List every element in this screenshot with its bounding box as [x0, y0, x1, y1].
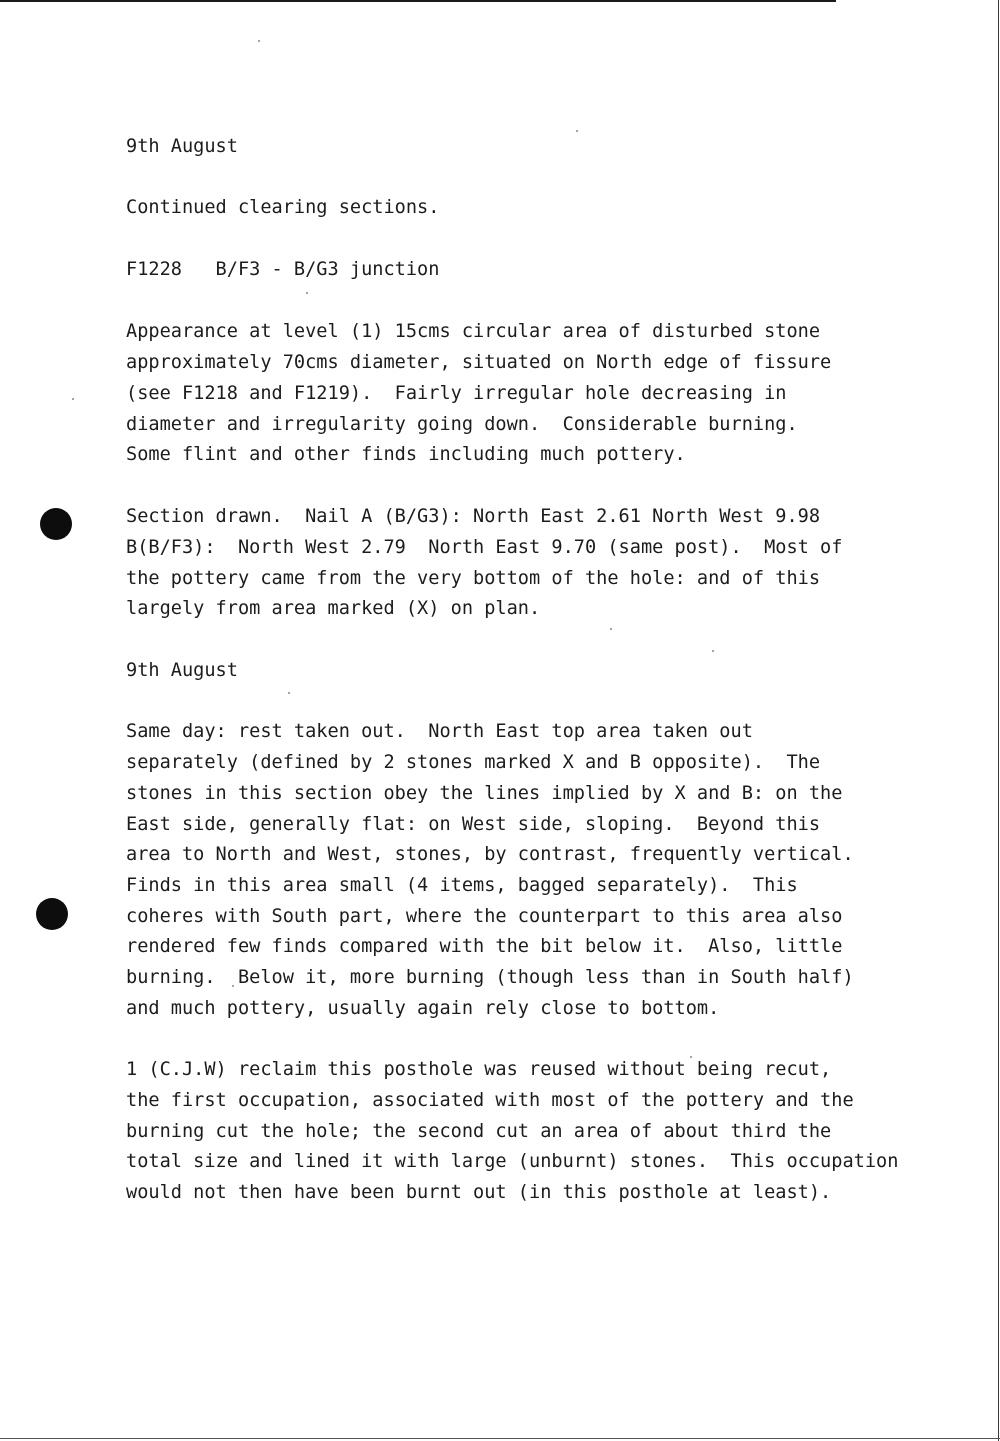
- text-line: rendered few finds compared with the bit below it. Also, little: [126, 936, 843, 957]
- scan-edge-right: [998, 0, 999, 1441]
- text-line: Same day: rest taken out. North East top area taken out: [126, 721, 753, 742]
- text-line: B(B/F3): North West 2.79 North East 9.70 (same post). Most of: [126, 537, 843, 558]
- feature-heading: F1228 B/F3 - B/G3 junction: [126, 259, 440, 280]
- text-line: approximately 70cms diameter, situated on North edge of fissure: [126, 352, 832, 373]
- text-line: Finds in this area small (4 items, bagged separately). This: [126, 875, 798, 896]
- scan-speck: [610, 628, 612, 630]
- text-line: area to North and West, stones, by contrast, frequently vertical.: [126, 844, 854, 865]
- text-line: and much pottery, usually again rely close to bottom.: [126, 998, 720, 1019]
- punch-hole-icon: [36, 898, 68, 930]
- scan-speck: [288, 692, 290, 694]
- scan-edge-bottom: [0, 1438, 1000, 1439]
- text-line: Appearance at level (1) 15cms circular area of disturbed stone: [126, 321, 821, 342]
- scan-speck: [258, 40, 260, 42]
- text-line: East side, generally flat: on West side, sloping. Beyond this: [126, 814, 821, 835]
- punch-hole-icon: [40, 508, 72, 540]
- text-line: would not then have been burnt out (in this posthole at least).: [126, 1182, 832, 1203]
- text-line: Some flint and other finds including much pottery.: [126, 444, 686, 465]
- scan-speck: [576, 130, 578, 132]
- text-line: the first occupation, associated with most of the pottery and the: [126, 1090, 854, 1111]
- text-line: separately (defined by 2 stones marked X and B opposite). The: [126, 752, 821, 773]
- text-line: largely from area marked (X) on plan.: [126, 598, 541, 619]
- text-line: coheres with South part, where the counterpart to this area also: [126, 906, 843, 927]
- text-line: (see F1218 and F1219). Fairly irregular hole decreasing in: [126, 383, 787, 404]
- text-line: the pottery came from the very bottom of the hole: and of this: [126, 568, 821, 589]
- entry-date: 9th August: [126, 136, 238, 157]
- scan-speck: [712, 650, 714, 652]
- text-line: Section drawn. Nail A (B/G3): North East 2.61 North West 9.98: [126, 506, 821, 527]
- scan-speck: [72, 398, 74, 400]
- text-line: total size and lined it with large (unburnt) stones. This occupation: [126, 1151, 899, 1172]
- text-line: 1 (C.J.W) reclaim this posthole was reused without being recut,: [126, 1059, 832, 1080]
- entry-line: Continued clearing sections.: [126, 197, 440, 218]
- text-line: burning. Below it, more burning (though less than in South half): [126, 967, 854, 988]
- text-line: burning cut the hole; the second cut an area of about third the: [126, 1121, 832, 1142]
- scan-edge-top: [0, 0, 836, 2]
- entry-date: 9th August: [126, 660, 238, 681]
- text-line: stones in this section obey the lines implied by X and B: on the: [126, 783, 843, 804]
- text-line: diameter and irregularity going down. Considerable burning.: [126, 414, 798, 435]
- scan-speck: [306, 292, 308, 294]
